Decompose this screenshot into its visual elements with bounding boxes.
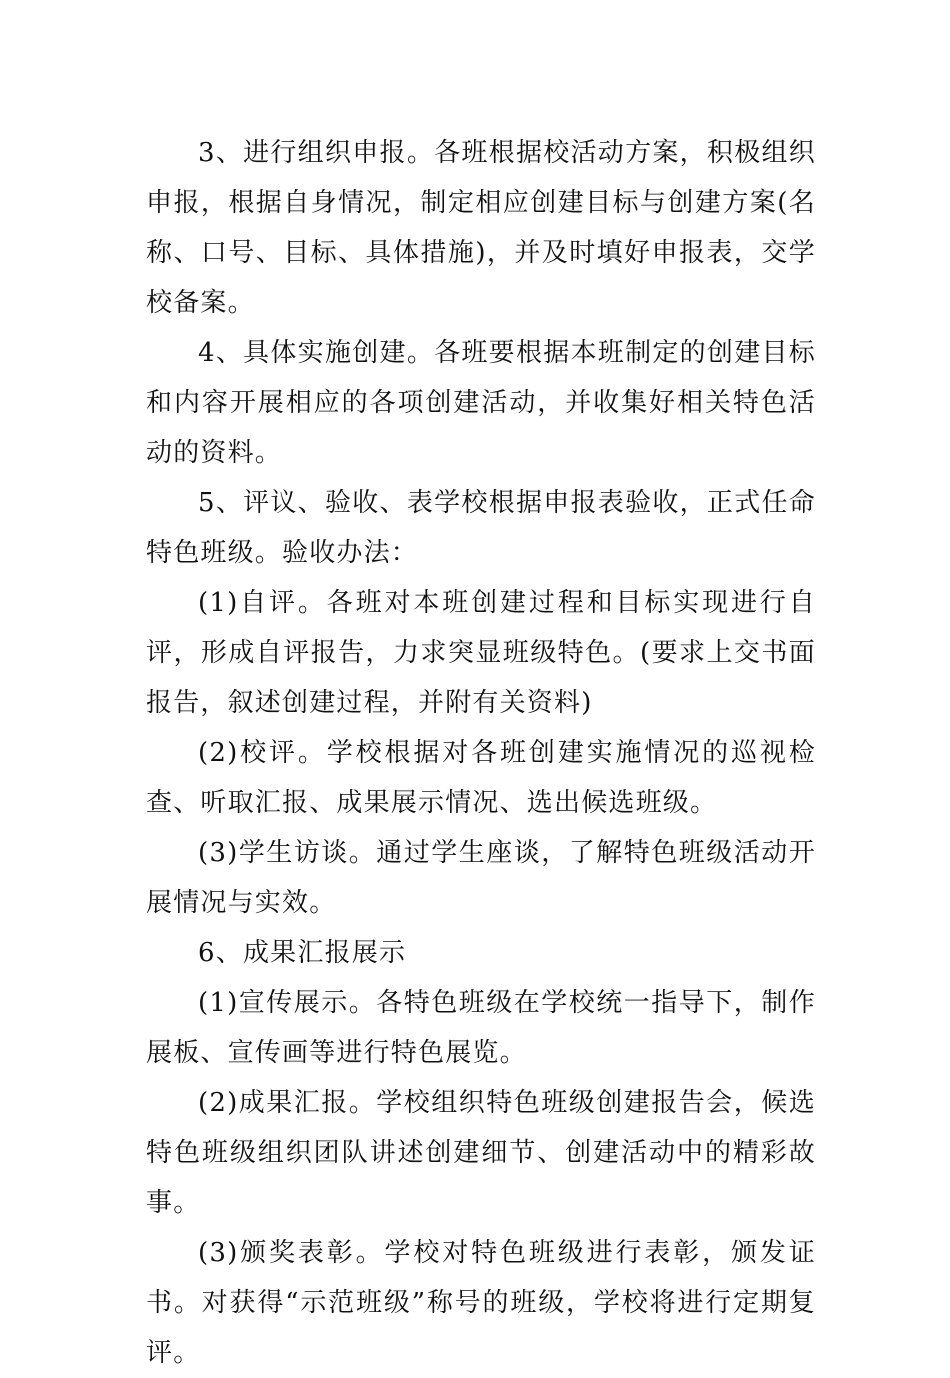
paragraph-results-report: (2)成果汇报。学校组织特色班级创建报告会，候选特色班级组织团队讲述创建细节、创建活动中的精彩故事。 — [146, 1088, 816, 1218]
paragraph-student-interview: (3)学生访谈。通过学生座谈，了解特色班级活动开展情况与实效。 — [146, 838, 816, 918]
paragraph-step-3: 3、进行组织申报。各班根据校活动方案，积极组织申报，根据自身情况，制定相应创建目标与创建方案(名称、口号、目标、具体措施)，并及时填好申报表，交学校备案。 — [146, 138, 816, 318]
paragraph-publicity-display: (1)宣传展示。各特色班级在学校统一指导下，制作展板、宣传画等进行特色展览。 — [146, 988, 816, 1068]
paragraph-step-5: 5、评议、验收、表学校根据申报表验收，正式任命特色班级。验收办法： — [146, 488, 816, 568]
paragraph-school-evaluation: (2)校评。学校根据对各班创建实施情况的巡视检查、听取汇报、成果展示情况、选出候选班级。 — [146, 738, 816, 818]
paragraph-step-4: 4、具体实施创建。各班要根据本班制定的创建目标和内容开展相应的各项创建活动，并收集好相关特色活动的资料。 — [146, 338, 816, 468]
document-body — [146, 128, 816, 1378]
paragraph-awards: (3)颁奖表彰。学校对特色班级进行表彰，颁发证书。对获得“示范班级”称号的班级，学校将进行定期复评。 — [146, 1238, 816, 1368]
paragraph-self-evaluation: (1)自评。各班对本班创建过程和目标实现进行自评，形成自评报告，力求突显班级特色。(要求上交书面报告，叙述创建过程，并附有关资料) — [146, 588, 816, 718]
paragraph-step-6: 6、成果汇报展示 — [198, 938, 407, 968]
